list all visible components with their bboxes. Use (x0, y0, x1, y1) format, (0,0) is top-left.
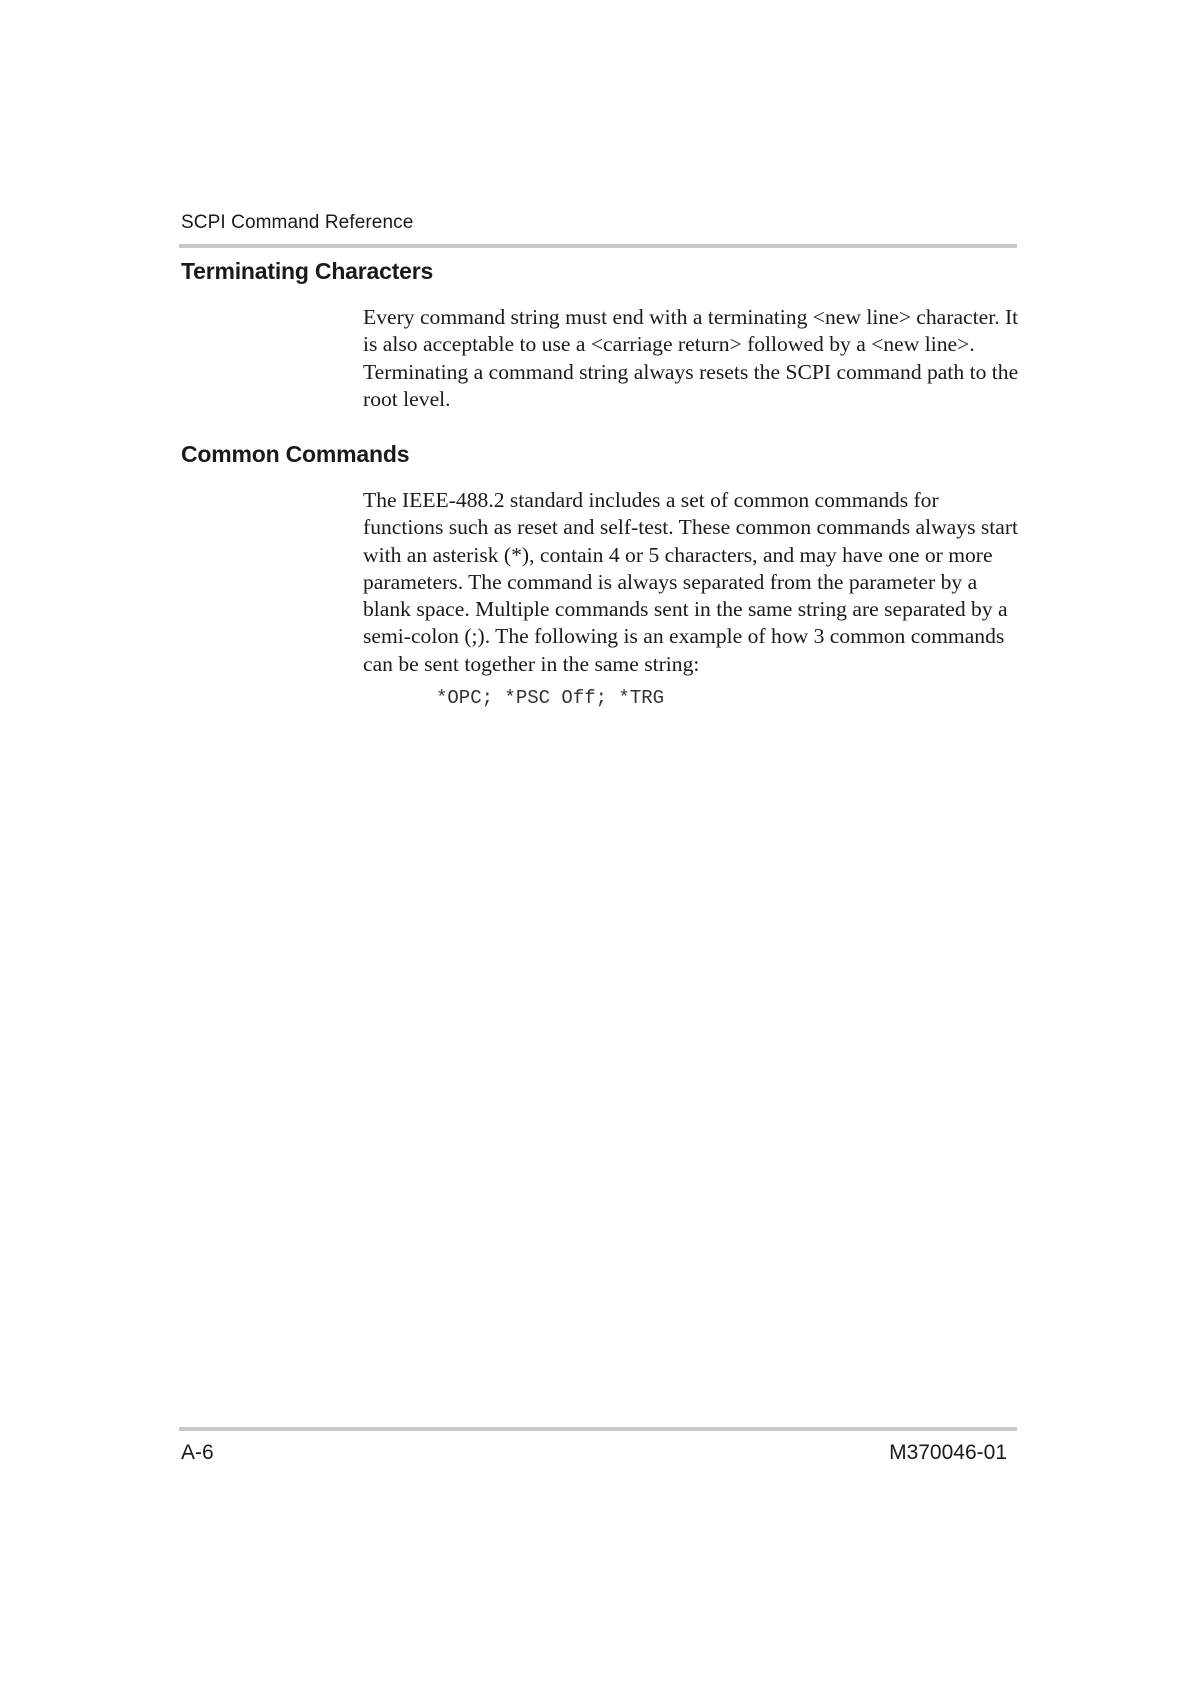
paragraph-terminating-characters: Every command string must end with a terminating <new line> character. It is also acceptable to use a <carriage return> followed by a <new line>. Terminating a command string always resets the SCPI command path to the root level. (363, 305, 1019, 411)
page-number: A-6 (181, 1441, 214, 1464)
section-heading-terminating-characters: Terminating Characters (181, 258, 434, 284)
paragraph-common-commands: The IEEE-488.2 standard includes a set of common commands for functions such as reset and self-test. These common commands always start with an asterisk (*), contain 4 or 5 characters, and may have one or more parameters. The command is always separated from the parameter by a blank space. Multiple commands sent in the same string are separated by a semi-colon (;). The following is an example of how 3 common commands can be sent together in the same string: (363, 488, 1019, 676)
section-heading-common-commands: Common Commands (181, 441, 410, 467)
code-example: *OPC; *PSC Off; *TRG (436, 687, 665, 709)
document-number: M370046-01 (889, 1441, 1007, 1464)
running-header-title: SCPI Command Reference (181, 212, 414, 233)
footer-rule (179, 1427, 1017, 1431)
header-rule (179, 244, 1017, 248)
